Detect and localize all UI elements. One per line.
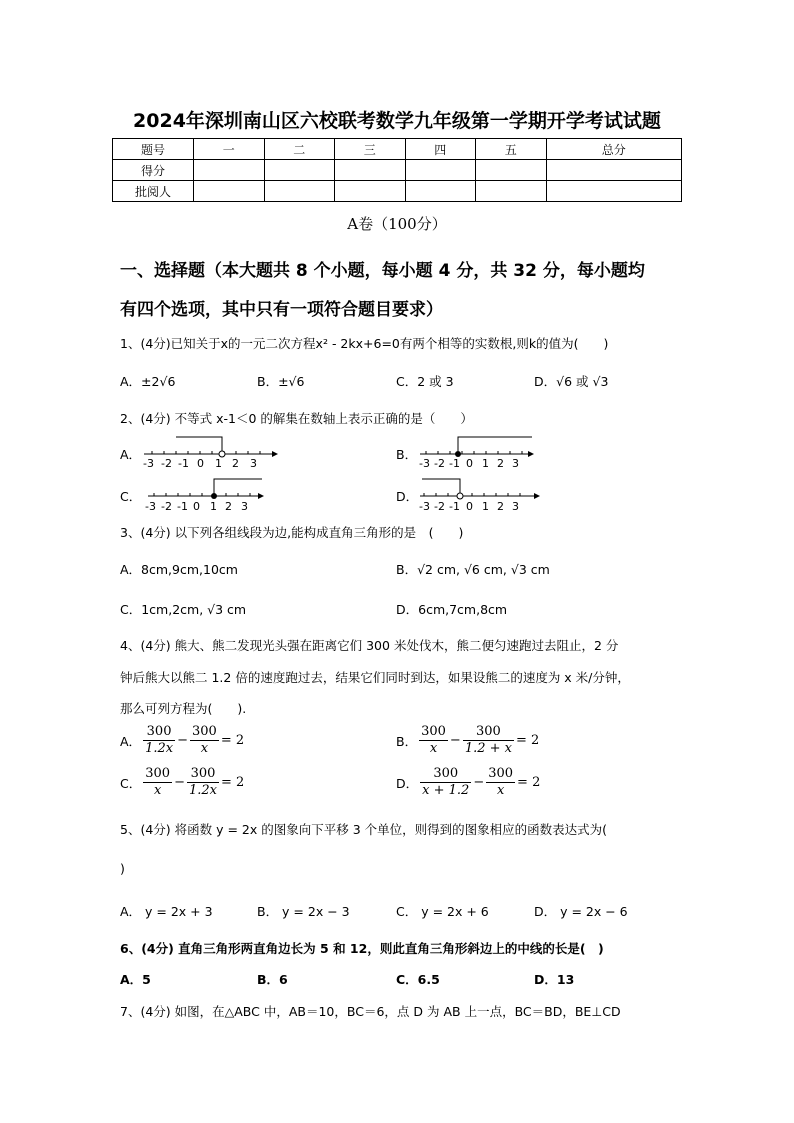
question-6-stem: 6、(4分) 直角三角形两直角边长为 5 和 12，则此直角三角形斜边上的中线的长是( ) bbox=[120, 941, 604, 956]
option-label: C． bbox=[120, 775, 142, 791]
volume-heading: A卷（100分） bbox=[347, 215, 447, 233]
q4-option-a[interactable]: A． $\frac{300}{1.2x}$ − $\frac{300}{x}$ = 2 bbox=[120, 724, 245, 756]
tick-label: 1 bbox=[215, 457, 222, 470]
question-4-line3: 那么可列方程为( ). bbox=[120, 701, 247, 716]
question-2-stem: 2、(4分) 不等式 x-1＜0 的解集在数轴上表示正确的是（ ） bbox=[120, 411, 473, 426]
header-cell: 题号 bbox=[113, 139, 194, 160]
question-5-line2: ) bbox=[120, 861, 125, 876]
question-5-line1: 5、(4分) 将函数 y = 2x 的图象向下平移 3 个单位，则得到的图象相应的函数表达式为( bbox=[120, 822, 608, 837]
q5-option-b[interactable]: B． y = 2x − 3 bbox=[257, 904, 350, 919]
q4-option-d[interactable]: D． $\frac{300}{x + 1.2}$ − $\frac{300}{x}$ = 2 bbox=[396, 766, 541, 798]
score-cell[interactable] bbox=[476, 160, 547, 181]
q6-option-d[interactable]: D．13 bbox=[534, 972, 575, 987]
tick-label: 0 bbox=[197, 457, 204, 470]
tick-label: -1 bbox=[177, 500, 188, 513]
grader-cell[interactable] bbox=[405, 181, 476, 202]
option-label: A． bbox=[120, 733, 142, 749]
q2-number-line-d[interactable] bbox=[416, 474, 546, 514]
q1-option-b[interactable]: B．±√6 bbox=[257, 374, 305, 389]
q5-option-c[interactable]: C． y = 2x + 6 bbox=[396, 904, 489, 919]
tick-label: -2 bbox=[161, 500, 172, 513]
score-cell[interactable] bbox=[546, 160, 682, 181]
q6-option-a[interactable]: A．5 bbox=[120, 972, 151, 987]
fraction: $\frac{300}{x}$ bbox=[145, 766, 171, 798]
tick-label: -3 bbox=[419, 500, 430, 513]
fraction: $\frac{300}{1.2x}$ bbox=[145, 724, 174, 756]
tick-label: -2 bbox=[434, 457, 445, 470]
q5-option-a[interactable]: A． y = 2x + 3 bbox=[120, 904, 213, 919]
tick-label: 3 bbox=[241, 500, 248, 513]
q2-number-line-c[interactable] bbox=[140, 474, 270, 514]
q6-option-b[interactable]: B．6 bbox=[257, 972, 288, 987]
header-cell: 二 bbox=[264, 139, 335, 160]
fraction: $\frac{300}{x}$ bbox=[421, 724, 446, 756]
score-cell[interactable] bbox=[405, 160, 476, 181]
question-4-line2: 钟后熊大以熊二 1.2 倍的速度跑过去，结果它们同时到达，如果设熊二的速度为 x 米/分钟， bbox=[120, 670, 630, 685]
score-table bbox=[112, 138, 682, 202]
q5-option-d[interactable]: D． y = 2x − 6 bbox=[534, 904, 628, 919]
q2-number-line-b[interactable] bbox=[416, 432, 540, 470]
q2-number-line-a[interactable] bbox=[140, 432, 280, 470]
fraction: $\frac{300}{1.2x}$ bbox=[188, 766, 217, 798]
fraction: $\frac{300}{x + 1.2}$ bbox=[422, 766, 470, 798]
score-cell[interactable] bbox=[264, 160, 335, 181]
score-row bbox=[113, 160, 682, 181]
tick-label: -3 bbox=[419, 457, 430, 470]
option-label: D． bbox=[396, 775, 419, 791]
section-heading-line2: 有四个选项，其中只有一项符合题目要求） bbox=[120, 300, 443, 320]
header-cell: 五 bbox=[476, 139, 547, 160]
q3-option-a[interactable]: A．8cm,9cm,10cm bbox=[120, 562, 238, 577]
tick-label: -1 bbox=[449, 500, 460, 513]
tick-label: -1 bbox=[449, 457, 460, 470]
score-cell[interactable] bbox=[194, 160, 265, 181]
q3-option-b[interactable]: B．√2 cm, √6 cm, √3 cm bbox=[396, 562, 550, 577]
question-7-stem: 7、(4分) 如图，在△ABC 中，AB＝10，BC＝6，点 D 为 AB 上一点，BC＝BD，BE⊥CD bbox=[120, 1004, 621, 1019]
q6-option-c[interactable]: C．6.5 bbox=[396, 972, 440, 987]
page-title: 2024年深圳南山区六校联考数学九年级第一学期开学考试试题 bbox=[133, 110, 661, 132]
section-heading-line1: 一、选择题（本大题共 8 个小题，每小题 4 分，共 32 分，每小题均 bbox=[120, 261, 645, 281]
grader-cell[interactable] bbox=[476, 181, 547, 202]
tick-label: 2 bbox=[497, 500, 504, 513]
row-label: 批阅人 bbox=[113, 181, 194, 202]
tick-label: 2 bbox=[225, 500, 232, 513]
tick-label: 0 bbox=[466, 457, 473, 470]
tick-label: 2 bbox=[497, 457, 504, 470]
header-cell: 总分 bbox=[546, 139, 682, 160]
q1-option-c[interactable]: C．2 或 3 bbox=[396, 374, 454, 389]
grader-row bbox=[113, 181, 682, 202]
grader-cell[interactable] bbox=[335, 181, 406, 202]
question-3-stem: 3、(4分) 以下列各组线段为边,能构成直角三角形的是 ( ) bbox=[120, 525, 464, 540]
score-cell[interactable] bbox=[335, 160, 406, 181]
q3-option-c[interactable]: C．1cm,2cm, √3 cm bbox=[120, 602, 247, 617]
q1-option-a[interactable]: A．±2√6 bbox=[120, 374, 176, 389]
grader-cell[interactable] bbox=[264, 181, 335, 202]
q2-option-d-label[interactable]: D． bbox=[396, 489, 419, 504]
q2-option-b-label[interactable]: B． bbox=[396, 447, 418, 462]
tick-label: 0 bbox=[193, 500, 200, 513]
tick-label: 1 bbox=[482, 500, 489, 513]
q4-option-b[interactable]: B． $\frac{300}{x}$ − $\frac{300}{1.2 + x}$ = 2 bbox=[396, 724, 540, 756]
fraction: $\frac{300}{x}$ bbox=[191, 724, 217, 756]
grader-cell[interactable] bbox=[194, 181, 265, 202]
tick-label: 3 bbox=[512, 500, 519, 513]
header-cell: 一 bbox=[194, 139, 265, 160]
tick-label: 2 bbox=[232, 457, 239, 470]
q2-option-c-label[interactable]: C． bbox=[120, 489, 142, 504]
header-cell: 四 bbox=[405, 139, 476, 160]
score-table-header bbox=[113, 139, 682, 160]
tick-label: 3 bbox=[512, 457, 519, 470]
q3-option-d[interactable]: D．6cm,7cm,8cm bbox=[396, 602, 508, 617]
question-4-line1: 4、(4分) 熊大、熊二发现光头强在距离它们 300 米处伐木，熊二便匀速跑过去阻止，2 分 bbox=[120, 638, 619, 653]
row-label: 得分 bbox=[113, 160, 194, 181]
tick-label: -3 bbox=[143, 457, 154, 470]
tick-label: 3 bbox=[250, 457, 257, 470]
tick-label: -2 bbox=[161, 457, 172, 470]
q2-option-a-label[interactable]: A． bbox=[120, 447, 142, 462]
grader-cell[interactable] bbox=[546, 181, 682, 202]
fraction: $\frac{300}{x}$ bbox=[488, 766, 514, 798]
q1-option-d[interactable]: D．√6 或 √3 bbox=[534, 374, 609, 389]
tick-label: -3 bbox=[145, 500, 156, 513]
tick-label: 1 bbox=[482, 457, 489, 470]
header-cell: 三 bbox=[335, 139, 406, 160]
tick-label: 1 bbox=[210, 500, 217, 513]
question-1-stem: 1、(4分)已知关于x的一元二次方程x² - 2kx+6=0有两个相等的实数根,则k的值为( ) bbox=[120, 336, 609, 351]
tick-label: -1 bbox=[178, 457, 189, 470]
tick-label: 0 bbox=[466, 500, 473, 513]
tick-label: -2 bbox=[434, 500, 445, 513]
option-label: B． bbox=[396, 733, 418, 749]
q4-option-c[interactable]: C． $\frac{300}{x}$ − $\frac{300}{1.2x}$ = 2 bbox=[120, 766, 245, 798]
fraction: $\frac{300}{1.2 + x}$ bbox=[464, 724, 512, 756]
